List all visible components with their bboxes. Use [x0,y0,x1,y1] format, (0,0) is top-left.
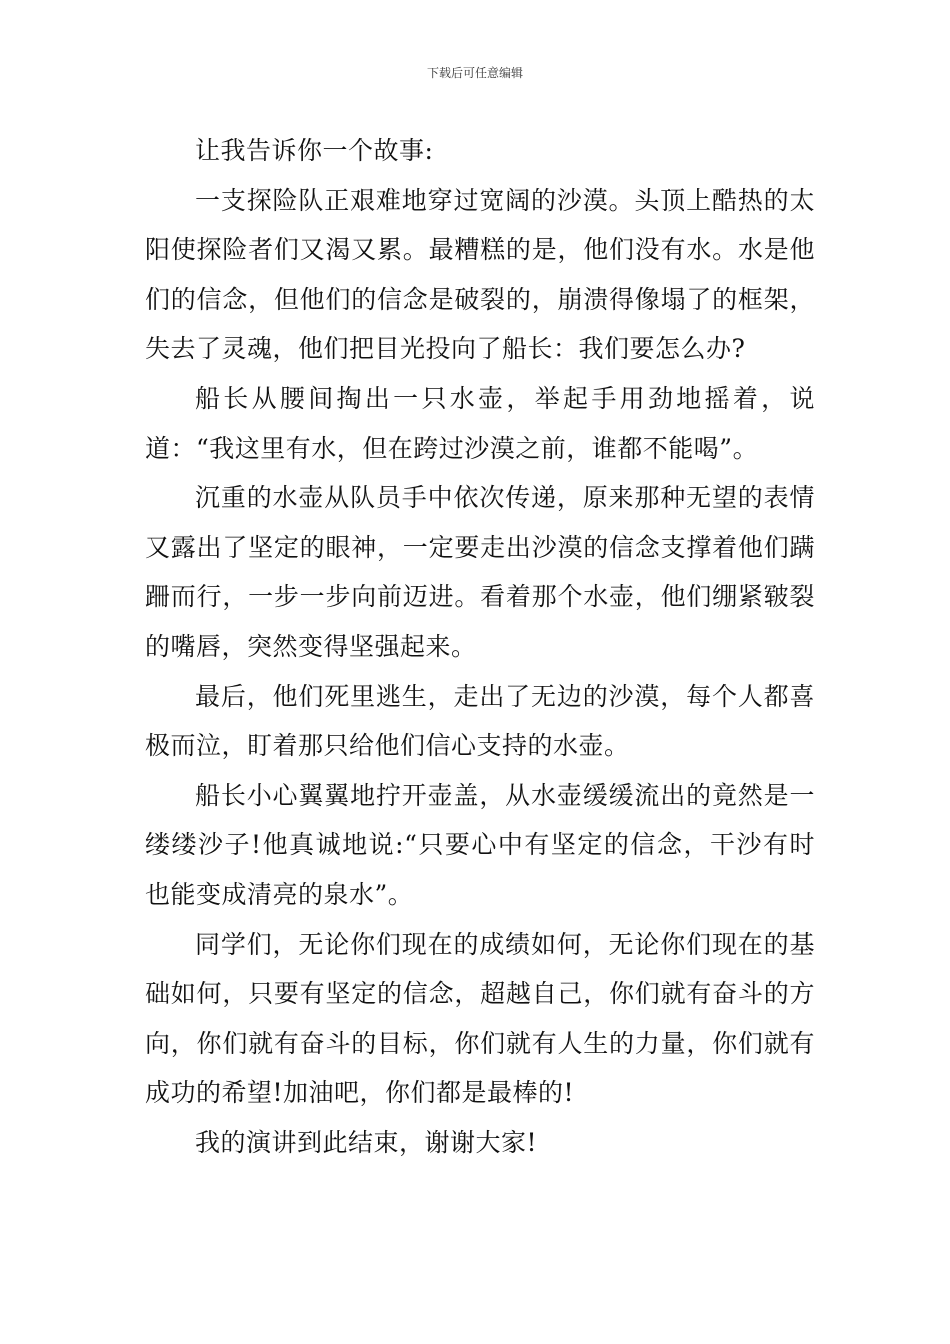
header-note: 下载后可任意编辑 [426,66,523,80]
paragraph-sand: 船长小心翼翼地拧开壶盖，从水壶缓缓流出的竟然是一缕缕沙子!他真诚地说:“只要心中有坚定的信念，干沙有时也能变成清亮的泉水”。 [145,780,815,909]
paragraph-passing-kettle: 沉重的水壶从队员手中依次传递，原来那种无望的表情又露出了坚定的眼神，一定要走出沙漠的信念支撑着他们蹒跚而行，一步一步向前迈进。看着那个水壶，他们绷紧皲裂的嘴唇，突然变得坚强起来。 [145,483,815,661]
paragraph-intro: 让我告诉你一个故事: [195,136,434,165]
document-body [145,126,815,1167]
paragraph-students: 同学们，无论你们现在的成绩如何，无论你们现在的基础如何，只要有坚定的信念，超越自己，你们就有奋斗的方向，你们就有奋斗的目标，你们就有人生的力量，你们就有成功的希望!加油吧，你们都是最棒的! [145,929,815,1108]
paragraph-captain-kettle: 船长从腰间掏出一只水壶，举起手用劲地摇着，说道：“我这里有水，但在跨过沙漠之前，谁都不能喝”。 [145,383,815,463]
paragraph-desert: 一支探险队正艰难地穿过宽阔的沙漠。头顶上酷热的太阳使探险者们又渴又累。最糟糕的是，他们没有水。水是他们的信念，但他们的信念是破裂的，崩溃得像塌了的框架，失去了灵魂，他们把目光投向了船长：我们要怎么办? [145,185,815,364]
paragraph-survival: 最后，他们死里逃生，走出了无边的沙漠，每个人都喜极而泣，盯着那只给他们信心支持的水壶。 [145,681,815,761]
paragraph-closing: 我的演讲到此结束，谢谢大家! [195,1127,538,1157]
